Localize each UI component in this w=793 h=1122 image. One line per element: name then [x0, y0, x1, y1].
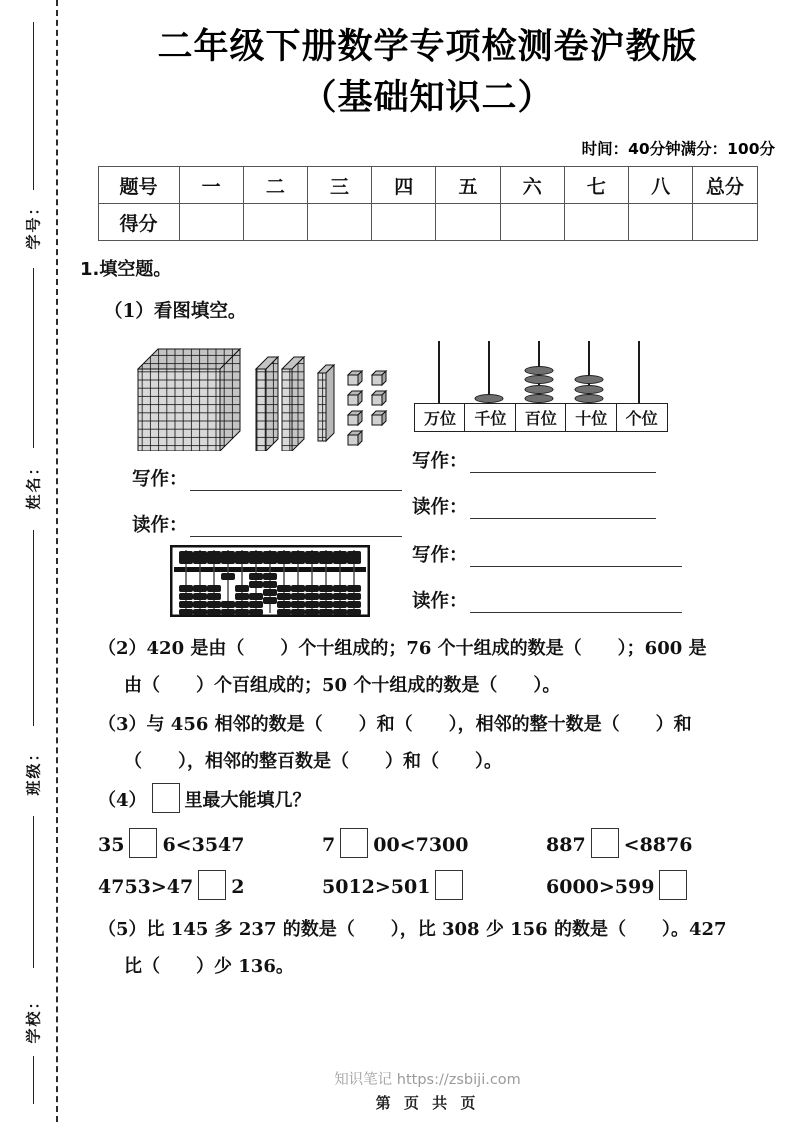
bead-icon [525, 385, 554, 394]
question-4-box[interactable] [152, 783, 180, 813]
sidebar-rule-5 [33, 1056, 34, 1104]
col-total: 总分 [693, 167, 757, 204]
blocks-write-row [132, 465, 402, 491]
pv-label-shi: 十位 [565, 403, 617, 432]
table-row-header [98, 167, 757, 204]
question-3 [98, 707, 770, 781]
score-cell-5[interactable] [436, 204, 500, 241]
sidebar-rule-4 [33, 816, 34, 968]
col-2: 二 [243, 167, 307, 204]
col-8: 八 [629, 167, 693, 204]
bead-icon [525, 394, 554, 403]
row-label-question-no: 题号 [98, 167, 179, 204]
score-cell-8[interactable] [629, 204, 693, 241]
ineq-4-box[interactable] [198, 870, 226, 900]
blocks-read-blank[interactable] [190, 522, 402, 537]
ineq-6-box[interactable] [659, 870, 687, 900]
abacus-write-row [412, 541, 682, 567]
thousand-cube [138, 349, 240, 451]
write-label: 写作： [412, 451, 468, 473]
blocks-answer-group [132, 465, 402, 557]
hundred-flat-1 [256, 357, 278, 451]
score-cell-2[interactable] [243, 204, 307, 241]
bead-icon [575, 385, 604, 394]
abacus-read-row [412, 587, 682, 613]
beads-bai [525, 365, 554, 403]
abacus-read-blank[interactable] [470, 598, 682, 613]
pv-col-wan [414, 341, 464, 403]
question-1-label: （1）看图填空。 [104, 301, 247, 323]
ineq-3-before: 887 [546, 833, 586, 856]
inequality-row-2 [98, 870, 770, 900]
rod-icon [438, 341, 440, 403]
pv-label-bai: 百位 [515, 403, 567, 432]
question-5 [98, 912, 770, 986]
col-5: 五 [436, 167, 500, 204]
bead-icon [525, 366, 554, 375]
ineq-1-after: 6<3547 [162, 833, 245, 856]
sidebar-rule-2 [33, 268, 34, 448]
ineq-1-before: 35 [98, 833, 125, 856]
place-value-rods [414, 341, 668, 403]
question-4-prefix: （4） [98, 789, 147, 811]
base-ten-blocks-figure [134, 339, 389, 456]
col-4: 四 [372, 167, 436, 204]
page-number-footer: 第 页 共 页 [375, 1094, 480, 1112]
pv-col-ge [614, 341, 664, 403]
bead-icon [525, 375, 554, 384]
score-cell-total[interactable] [693, 204, 757, 241]
question-3-line-1: （3）与 456 相邻的数是（ ）和（ ），相邻的整十数是（ ）和 [98, 714, 692, 736]
exam-info: 时间：40分钟满分：100分 [581, 140, 775, 159]
inequality-2 [322, 828, 546, 858]
place-value-labels [414, 403, 668, 432]
page-title: 二年级下册数学专项检测卷沪教版 [157, 27, 698, 67]
col-6: 六 [500, 167, 564, 204]
chart-answer-group [412, 447, 656, 539]
pv-col-qian [464, 341, 514, 403]
question-3-line-2: （ ），相邻的整百数是（ ）和（ ）。 [124, 751, 502, 773]
bead-icon [575, 375, 604, 384]
inequality-row-1 [98, 828, 770, 858]
place-value-chart-figure [414, 341, 668, 432]
col-1: 一 [179, 167, 243, 204]
dashed-fold-line [56, 0, 58, 1122]
sidebar-label-student-id: 学号： [24, 198, 43, 250]
inequality-5 [322, 870, 546, 900]
score-cell-6[interactable] [500, 204, 564, 241]
abacus-write-blank[interactable] [470, 552, 682, 567]
pv-col-bai [514, 341, 564, 403]
sidebar-rule-1 [33, 22, 34, 190]
question-4-prompt [98, 783, 770, 816]
pv-label-wan: 万位 [414, 403, 466, 432]
suanpan-row [62, 545, 793, 625]
score-cell-4[interactable] [372, 204, 436, 241]
ineq-3-box[interactable] [591, 828, 619, 858]
col-3: 三 [307, 167, 371, 204]
inequality-4 [98, 870, 322, 900]
page-subtitle: （基础知识二） [301, 77, 554, 118]
binding-sidebar [0, 0, 62, 1122]
rod-icon [638, 341, 640, 403]
chart-write-blank[interactable] [470, 458, 656, 473]
chart-read-blank[interactable] [470, 504, 656, 519]
bead-icon [575, 394, 604, 403]
ineq-6-before: 6000>599 [546, 875, 655, 898]
sidebar-label-class: 班级： [24, 744, 43, 796]
abacus-answer-group [412, 541, 682, 633]
blocks-write-blank[interactable] [190, 476, 402, 491]
write-label: 写作： [132, 469, 188, 491]
hundred-flat-2 [282, 357, 304, 451]
ineq-2-before: 7 [322, 833, 336, 856]
section-heading-fill-blanks: 1.填空题。 [80, 259, 172, 281]
sidebar-label-school: 学校： [24, 992, 43, 1044]
read-label: 读作： [132, 515, 188, 537]
question-5-line-1: （5）比 145 多 237 的数是（ ），比 308 少 156 的数是（ ）。427 [98, 918, 727, 940]
pv-label-ge: 个位 [616, 403, 668, 432]
inequality-1 [98, 828, 322, 858]
watermark: 知识笔记 https://zsbiji.com [334, 1072, 521, 1088]
question-5-line-2: 比（ ）少 136。 [124, 955, 294, 977]
chart-read-row [412, 493, 656, 519]
worksheet-page [62, 0, 793, 1122]
ineq-5-before: 5012>501 [322, 875, 431, 898]
inequality-6 [546, 870, 770, 900]
bead-icon [475, 394, 504, 403]
pv-label-qian: 千位 [464, 403, 516, 432]
question-2-line-1: （2）420 是由（ ）个十组成的；76 个十组成的数是（ ）；600 是 [98, 638, 707, 660]
write-label: 写作： [412, 545, 468, 567]
sidebar-rule-3 [33, 530, 34, 726]
ineq-3-after: <8876 [623, 833, 693, 856]
score-cell-7[interactable] [564, 204, 628, 241]
row-label-score: 得分 [98, 204, 179, 241]
question-2 [98, 631, 770, 705]
ten-rod [318, 365, 334, 441]
blocks-read-row [132, 511, 402, 537]
chart-write-row [412, 447, 656, 473]
beads-qian [475, 394, 504, 404]
ineq-4-after: 2 [231, 875, 245, 898]
table-row-scores [98, 204, 757, 241]
question-2-line-2: 由（ ）个百组成的；50 个十组成的数是（ ）。 [124, 675, 561, 697]
ineq-1-box[interactable] [129, 828, 157, 858]
sidebar-label-name: 姓名： [24, 458, 43, 510]
question-4-suffix: 里最大能填几？ [184, 789, 311, 811]
ineq-2-after: 00<7300 [373, 833, 469, 856]
figures-row [62, 337, 793, 537]
read-label: 读作： [412, 591, 468, 613]
score-cell-1[interactable] [179, 204, 243, 241]
pv-col-shi [564, 341, 614, 403]
score-table [98, 166, 758, 241]
ineq-5-box[interactable] [435, 870, 463, 900]
unit-cubes [348, 371, 386, 445]
ineq-2-box[interactable] [340, 828, 368, 858]
score-cell-3[interactable] [307, 204, 371, 241]
col-7: 七 [564, 167, 628, 204]
suanpan-figure [170, 545, 370, 622]
ineq-4-before: 4753>47 [98, 875, 194, 898]
inequality-3 [546, 828, 770, 858]
read-label: 读作： [412, 497, 468, 519]
beads-shi [575, 375, 604, 404]
